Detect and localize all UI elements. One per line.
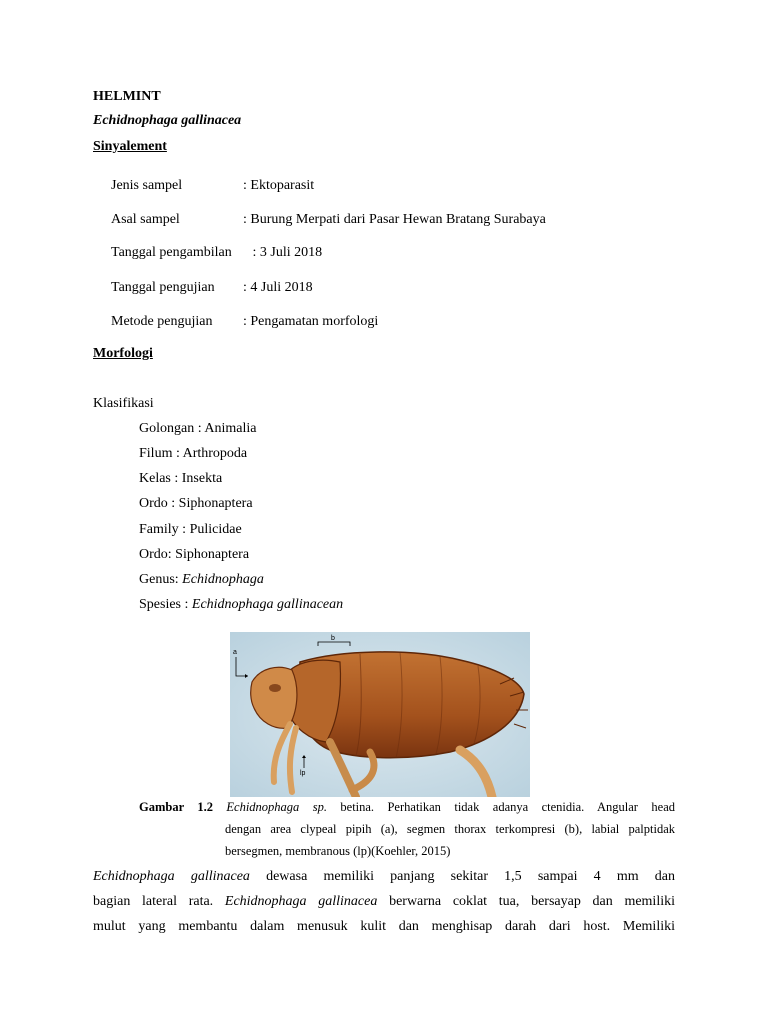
sinyalement-label: Tanggal pengujian — [111, 280, 215, 295]
sinyalement-heading: Sinyalement — [93, 139, 167, 154]
klasifikasi-item — [139, 596, 343, 614]
klasifikasi-label: Kelas : — [139, 471, 182, 486]
klasifikasi-item — [139, 546, 249, 564]
caption-continuation — [139, 818, 675, 862]
paragraph-line — [93, 864, 675, 889]
label-lp: lp — [300, 770, 306, 777]
flea-micrograph-figure — [230, 632, 530, 797]
caption-line — [225, 840, 675, 862]
flea-illustration — [230, 632, 530, 797]
morfologi-heading: Morfologi — [93, 346, 153, 361]
klasifikasi-item — [139, 521, 242, 539]
klasifikasi-item — [139, 445, 247, 463]
sinyalement-value: : Burung Merpati dari Pasar Hewan Bratang Surabaya — [243, 212, 546, 227]
caption-species: Echidnophaga sp. — [226, 800, 327, 814]
klasifikasi-label: Spesies : — [139, 597, 192, 612]
caption-line — [139, 796, 675, 818]
paragraph-line: mulut yang membantu dalam menusuk kulit dan menghisap darah dari host. Memiliki — [93, 919, 675, 934]
sinyalement-value: : 4 Juli 2018 — [243, 280, 313, 295]
klasifikasi-item — [139, 420, 256, 438]
klasifikasi-value: Echidnophaga — [182, 572, 264, 587]
sinyalement-label: Tanggal pengambilan — [111, 245, 232, 260]
klasifikasi-label: Filum : — [139, 446, 183, 461]
sinyalement-value: : Ektoparasit — [243, 178, 315, 193]
sinyalement-label: Metode pengujian — [111, 314, 213, 329]
paragraph-text: dewasa memiliki panjang sekitar 1,5 sampai 4 mm dan — [249, 869, 675, 884]
klasifikasi-label: Family : — [139, 522, 190, 537]
klasifikasi-value: Siphonaptera — [175, 547, 250, 562]
paragraph-line — [93, 889, 675, 914]
klasifikasi-item — [139, 495, 253, 513]
caption-text: betina. Perhatikan tidak adanya ctenidia. Angular head — [326, 800, 675, 814]
klasifikasi-label: Genus: — [139, 572, 183, 587]
klasifikasi-value: Echidnophaga gallinacean — [191, 597, 344, 612]
species-name: Echidnophaga gallinacea — [224, 894, 378, 909]
label-a: a — [233, 649, 237, 656]
caption-citation: (Koehler, 2015) — [371, 844, 451, 858]
sinyalement-label: Asal sampel — [111, 212, 180, 227]
klasifikasi-item — [139, 470, 222, 488]
paragraph-text: bagian lateral rata. — [93, 894, 225, 909]
klasifikasi-value: Siphonaptera — [178, 496, 253, 511]
klasifikasi-label: Ordo : — [139, 496, 179, 511]
caption-text: bersegmen, membranous (lp) — [225, 844, 372, 858]
caption-prefix: Gambar 1.2 — [139, 800, 213, 814]
species-title: Echidnophaga gallinacea — [93, 113, 242, 128]
klasifikasi-label: Golongan : — [139, 421, 205, 436]
body-paragraph — [93, 864, 675, 939]
klasifikasi-value: Pulicidae — [189, 522, 242, 537]
klasifikasi-value: Arthropoda — [182, 446, 248, 461]
paragraph-text: berwarna coklat tua, bersayap dan memiliki — [377, 894, 675, 909]
klasifikasi-value: Insekta — [181, 471, 223, 486]
klasifikasi-label: Ordo: — [139, 547, 176, 562]
sinyalement-value: : Pengamatan morfologi — [243, 314, 379, 329]
species-name: Echidnophaga gallinacea — [93, 869, 250, 884]
label-b: b — [331, 635, 335, 642]
caption-line: dengan area clypeal pipih (a), segmen thorax terkompresi (b), labial palptidak — [225, 822, 675, 836]
sinyalement-label: Jenis sampel — [111, 178, 183, 193]
section-title: HELMINT — [93, 89, 161, 104]
klasifikasi-title: Klasifikasi — [93, 396, 154, 411]
flea-eye — [269, 684, 281, 692]
klasifikasi-item — [139, 571, 264, 589]
figure-caption — [139, 796, 675, 862]
sinyalement-value: : 3 Juli 2018 — [249, 245, 323, 260]
klasifikasi-value: Animalia — [204, 421, 257, 436]
